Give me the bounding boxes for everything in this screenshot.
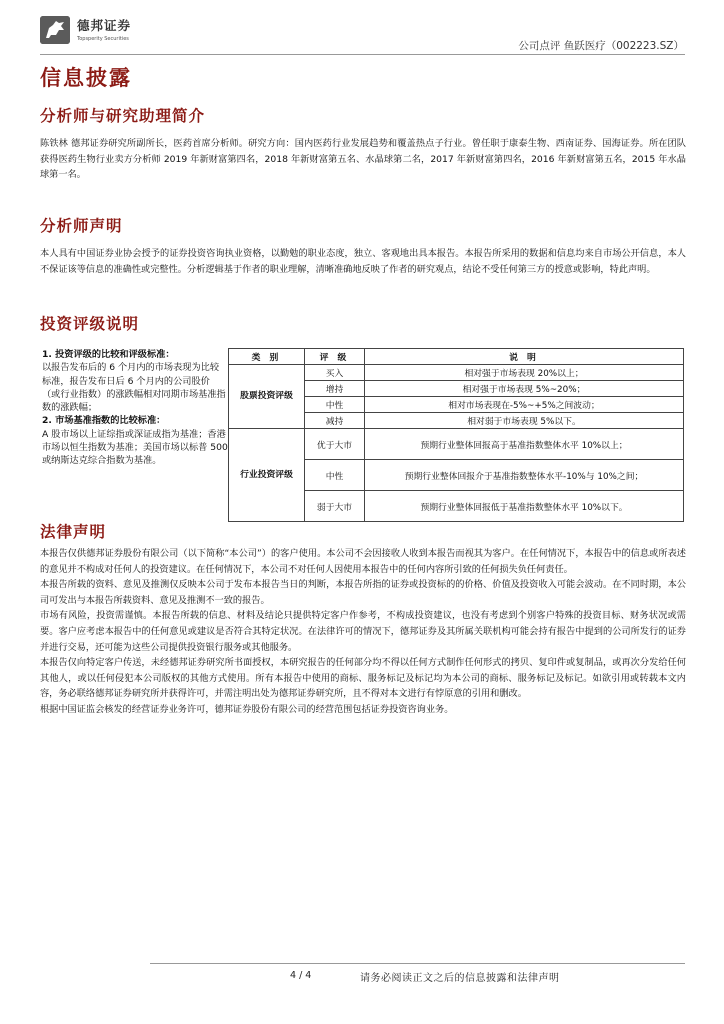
analyst-statement-text: 本人具有中国证券业协会授予的证券投资咨询执业资格，以勤勉的职业态度，独立、客观地出具本报告。本报告所采用的数据和信息均来自市场公开信息，本人不保证该等信息的准确性或完整性。分析逻辑基于作者的职业理解，清晰准确地反映了作者的研究观点，结论不受任何第三方的授意或影响，特此声明。 bbox=[40, 248, 686, 275]
rating-cell: 中性 bbox=[305, 397, 365, 413]
criteria-2-text: A 股市场以上证综指或深证成指为基准；香港市场以恒生指数为基准；美国市场以标普 500 或纳斯达克综合指数为基准。 bbox=[42, 428, 228, 467]
rating-cell: 买入 bbox=[305, 365, 365, 381]
rating-cell: 减持 bbox=[305, 413, 365, 429]
footer-divider bbox=[150, 963, 685, 964]
logo-english-name: Topsperity Securities bbox=[77, 36, 129, 42]
legal-paragraph-3: 市场有风险，投资需谨慎。本报告所载的信息、材料及结论只提供特定客户作参考，不构成投资建议，也没有考虑到个别客户特殊的投资目标、财务状况或需要。客户应考虑本报告中的任何意见或建议是否符合其特定状况。在法律许可的情况下，德邦证券及其所属关联机构可能会持有报告中提到的公司所发行的证券并进行交易，还可能为这些公司提供投资银行服务或其他服务。 bbox=[40, 610, 686, 653]
desc-cell: 相对弱于市场表现 5%以下。 bbox=[365, 413, 684, 429]
table-header-row bbox=[229, 349, 684, 365]
desc-cell: 预期行业整体回报高于基准指数整体水平 10%以上； bbox=[365, 429, 684, 460]
criteria-1-heading: 1. 投资评级的比较和评级标准： bbox=[42, 349, 175, 360]
stock-rating-category: 股票投资评级 bbox=[229, 365, 305, 429]
rating-cell: 中性 bbox=[305, 460, 365, 491]
analyst-statement-title: 分析师声明 bbox=[40, 217, 123, 235]
table-row bbox=[229, 429, 684, 460]
analyst-intro-title: 分析师与研究助理简介 bbox=[40, 107, 206, 125]
company-logo bbox=[40, 16, 160, 46]
header-divider bbox=[40, 54, 685, 55]
page-title: 信息披露 bbox=[40, 66, 132, 90]
rating-table bbox=[228, 348, 684, 522]
desc-cell: 相对强于市场表现 5%~20%； bbox=[365, 381, 684, 397]
logo-chinese-name: 德邦证券 bbox=[77, 18, 132, 33]
desc-cell: 预期行业整体回报介于基准指数整体水平-10%与 10%之间； bbox=[365, 460, 684, 491]
analyst-intro-text: 陈铁林 德邦证券研究所副所长，医药首席分析师。研究方向：国内医药行业发展趋势和覆盖热点子行业。曾任职于康泰生物、西南证券、国海证券。所在团队获得医药生物行业卖方分析师 2019 年新财富第四名，2018 年新财富第五名、水晶球第二名，2017 年新财富第四名，2016 年新财富第五名，2015 年水晶球第一名。 bbox=[40, 138, 686, 181]
legal-paragraph-4: 本报告仅向特定客户传送，未经德邦证券研究所书面授权，本研究报告的任何部分均不得以任何方式制作任何形式的拷贝、复印件或复制品，或再次分发给任何其他人，或以任何侵犯本公司版权的其他方式使用。所有本报告中使用的商标、服务标记及标记均为本公司的商标、服务标记及标记。如欲引用或转载本文内容，务必联络德邦证券研究所并获得许可，并需注明出处为德邦证券研究所，且不得对本文进行有悖原意的引用和删改。 bbox=[40, 657, 686, 700]
rating-cell: 弱于大市 bbox=[305, 491, 365, 522]
desc-cell: 预期行业整体回报低于基准指数整体水平 10%以下。 bbox=[365, 491, 684, 522]
table-row bbox=[229, 365, 684, 381]
legal-paragraph-2: 本报告所载的资料、意见及推测仅反映本公司于发布本报告当日的判断，本报告所指的证券或投资标的的价格、价值及投资收入可能会波动。在不同时期，本公司可发出与本报告所载资料、意见及推测不一致的报告。 bbox=[40, 579, 686, 606]
rating-cell: 增持 bbox=[305, 381, 365, 397]
legal-title: 法律声明 bbox=[40, 523, 107, 541]
rating-desc-title: 投资评级说明 bbox=[40, 315, 140, 333]
footer-notice: 请务必阅读正文之后的信息披露和法律声明 bbox=[360, 973, 560, 984]
criteria-1-text: 以报告发布后的 6 个月内的市场表现为比较标准，报告发布日后 6 个月内的公司股价（或行业指数）的涨跌幅相对同期市场基准指数的涨跌幅； bbox=[42, 362, 226, 414]
desc-cell: 相对强于市场表现 20%以上； bbox=[365, 365, 684, 381]
rating-section bbox=[42, 348, 684, 513]
header-rating: 评 级 bbox=[305, 349, 365, 365]
desc-cell: 相对市场表现在-5%~+5%之间波动； bbox=[365, 397, 684, 413]
legal-paragraph-5: 根据中国证监会核发的经营证券业务许可，德邦证券股份有限公司的经营范围包括证券投资咨询业务。 bbox=[40, 703, 454, 715]
report-info: 公司点评 鱼跃医疗（002223.SZ） bbox=[518, 40, 684, 52]
criteria-2-heading: 2. 市场基准指数的比较标准： bbox=[42, 415, 166, 427]
rating-criteria bbox=[42, 348, 228, 468]
legal-text bbox=[40, 546, 686, 718]
header-desc: 说 明 bbox=[365, 349, 684, 365]
rating-cell: 优于大市 bbox=[305, 429, 365, 460]
legal-paragraph-1: 本报告仅供德邦证券股份有限公司（以下简称“本公司”）的客户使用。本公司不会因接收人收到本报告而视其为客户。在任何情况下，本报告中的信息或所表述的意见并不构成对任何人的投资建议。在任何情况下，本公司不对任何人因使用本报告中的任何内容所引致的任何损失负任何责任。 bbox=[40, 548, 686, 575]
header-category: 类 别 bbox=[229, 349, 305, 365]
logo-emblem-icon bbox=[40, 16, 70, 44]
page-number: 4 / 4 bbox=[290, 970, 312, 981]
industry-rating-category: 行业投资评级 bbox=[229, 429, 305, 522]
